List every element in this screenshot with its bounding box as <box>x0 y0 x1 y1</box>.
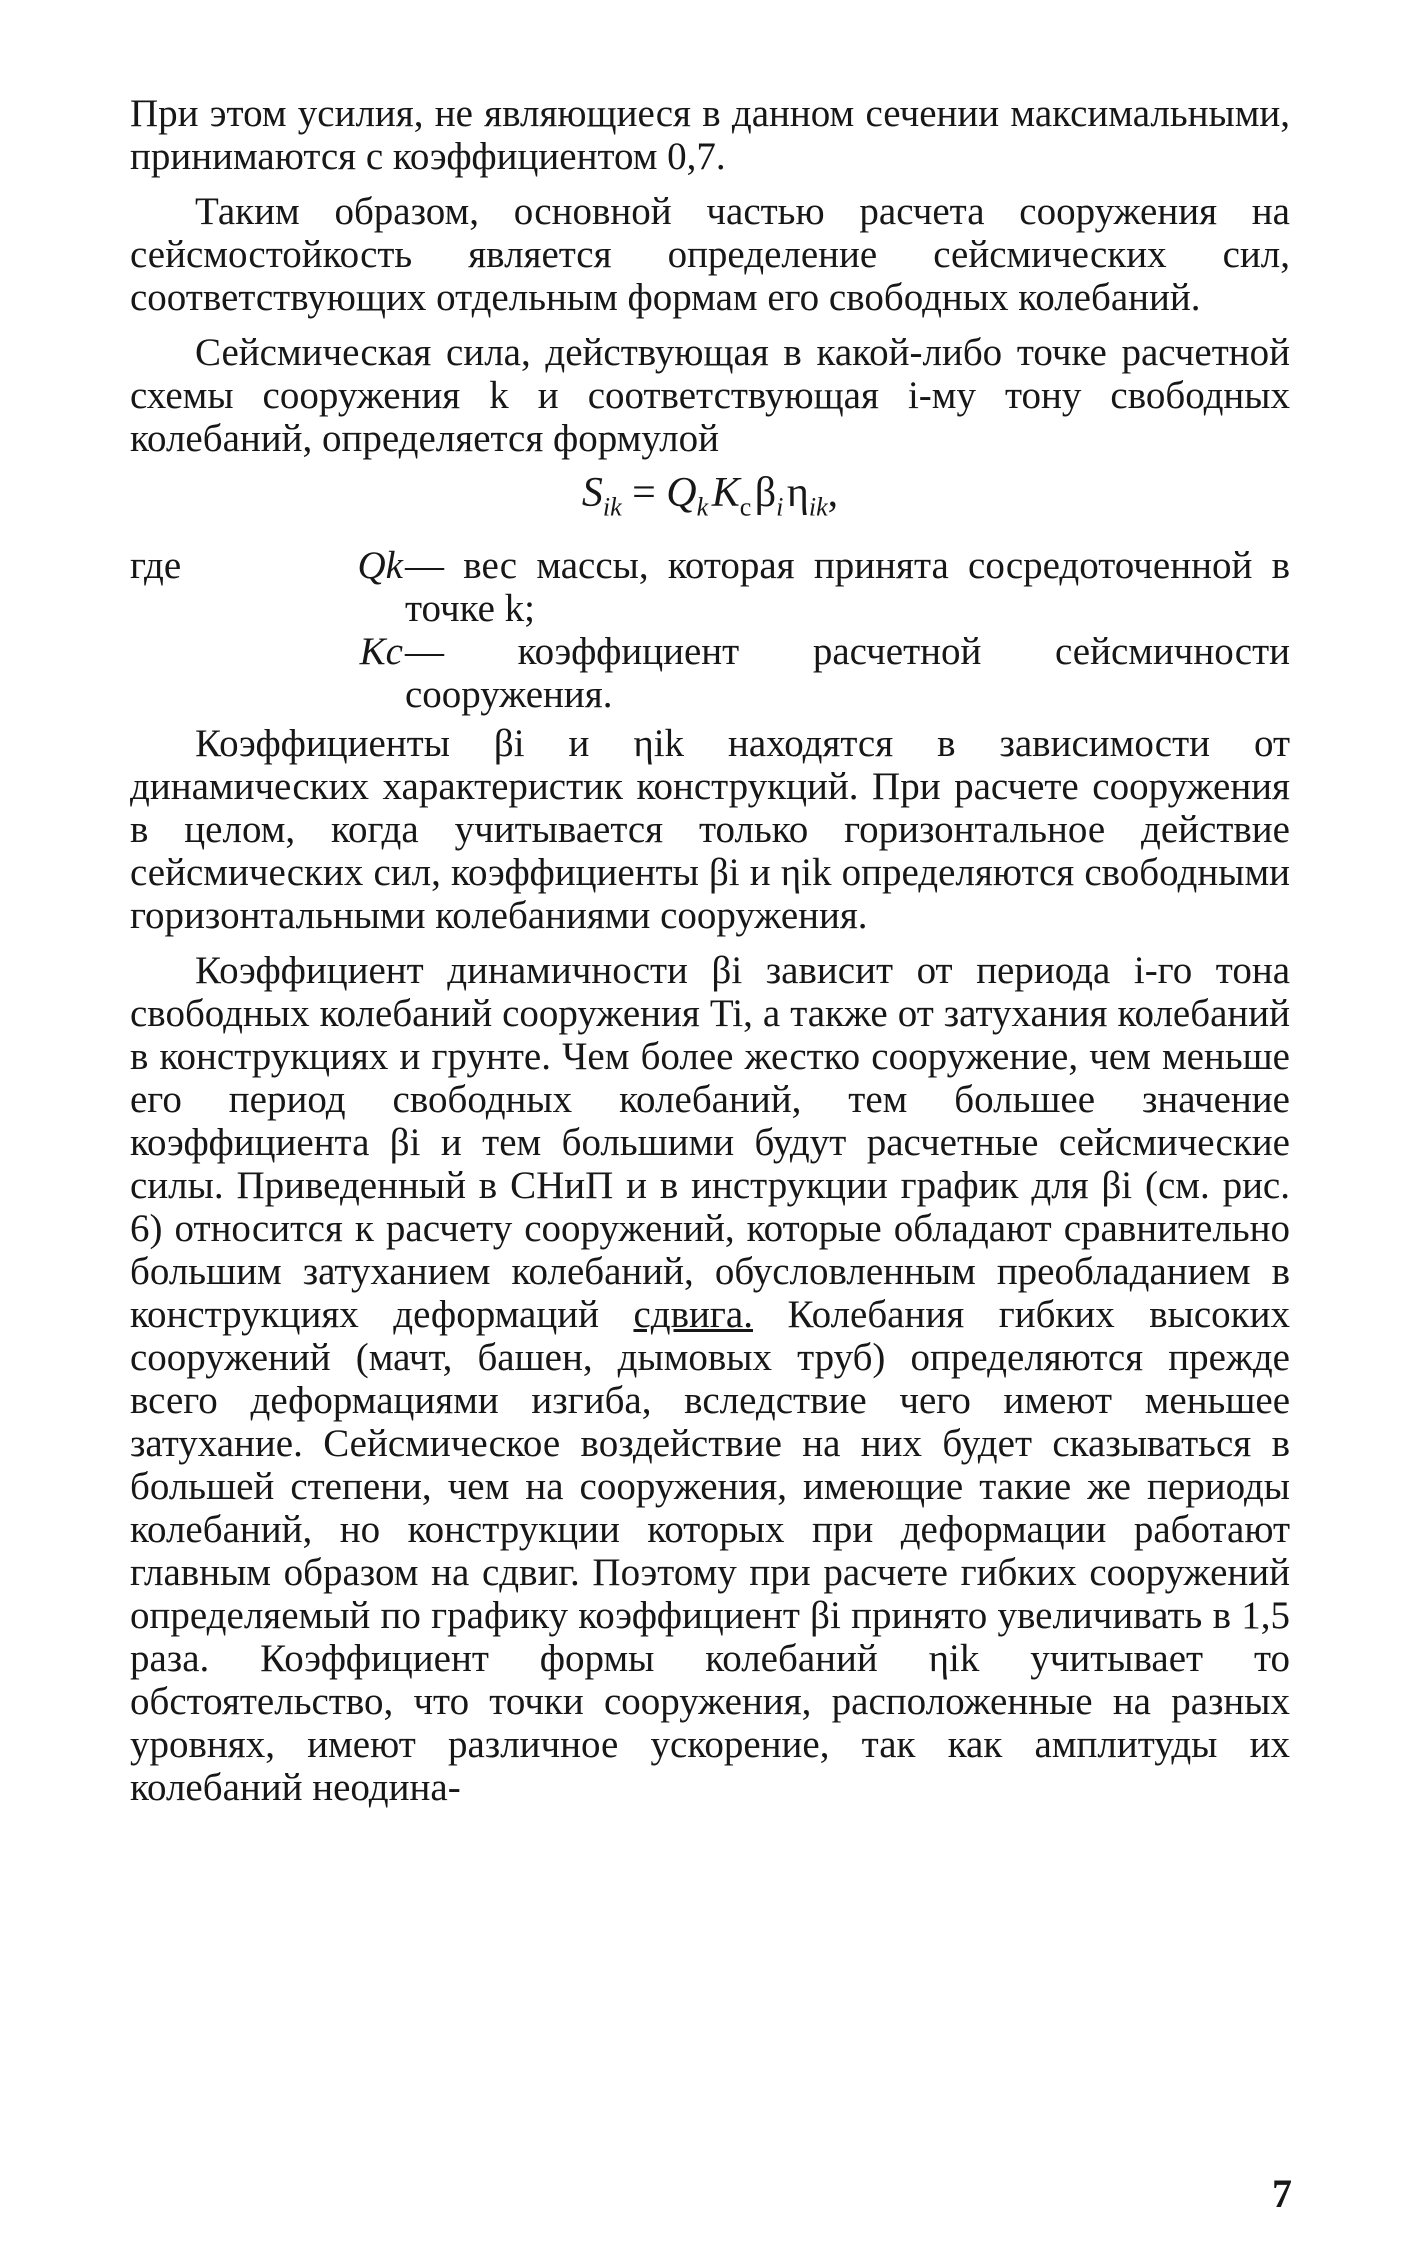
paragraph-5-part-a: Коэффициент динамичности βi зависит от периода i-го тона свободных колебаний сооружения Ti, а также от затухания колебаний в конструкциях и грунте. Чем более жестко сооружение, чем меньше его период свободных колебаний, тем большее значение коэффициента βi и тем большими будут расчетные сейсмические силы. Приведенный в СНиП и в инструкции график для βi (см. рис. 6) относится к расчету сооружений, которые обладают сравнительно большим затуханием колебаний, обусловленным преобладанием в конструкциях деформаций <box>130 949 1290 1337</box>
formula-Q-sub: k <box>696 492 709 522</box>
formula-comma: , <box>827 470 839 516</box>
formula-K-sub: c <box>739 492 752 522</box>
formula-S-sub: ik <box>602 492 622 522</box>
paragraph-5-part-b: Колебания гибких высоких сооружений (мачт, башен, дымовых труб) определяются прежде всего деформациями изгиба, вследствие чего имеют меньшее затухание. Сейсмическое воздействие на них будет сказываться в большей степени, чем на сооружения, имеющие такие же периоды колебаний, но конструкции которых при деформации работают главным образом на сдвиг. Поэтому при расчете гибких сооружений определяемый по графику коэффициент βi принято увеличивать в 1,5 раза. Коэффициент формы колебаний ηik учитывает то обстоятельство, что точки сооружения, расположенные на разных уровнях, имеют различное ускорение, так как амплитуды их колебаний неодина- <box>130 1293 1290 1810</box>
seismic-force-formula <box>130 472 1290 528</box>
formula-beta-sub: i <box>776 492 784 522</box>
paragraph-2: Таким образом, основной частью расчета сооружения на сейсмостойкость является определение сейсмических сил, соответствующих отдельным формам его свободных колебаний. <box>130 190 1290 319</box>
text-column <box>130 92 1290 1821</box>
underlined-word: сдвига. <box>633 1293 753 1337</box>
page-number: 7 <box>1272 2171 1292 2216</box>
paragraph-3: Сейсмическая сила, действующая в какой-либо точке расчетной схемы сооружения k и соответствующая i-му тону свободных колебаний, определяется формулой <box>130 331 1290 460</box>
formula-S: S <box>581 470 603 516</box>
formula-equals: = <box>621 470 667 516</box>
where-word: где <box>130 544 182 588</box>
where-symbol-k: Kc <box>359 630 403 674</box>
formula-beta: β <box>754 470 777 516</box>
formula-eta-sub: ik <box>808 492 828 522</box>
where-symbol-q: Qk <box>357 544 403 588</box>
paragraph-1: При этом усилия, не являющиеся в данном сечении максимальными, принимаются с коэффициентом 0,7. <box>130 92 1290 178</box>
formula-Q: Q <box>666 470 697 516</box>
formula-K: K <box>711 470 740 516</box>
where-definition-k: — коэффициент расчетной сейсмичности сооружения. <box>405 630 1290 717</box>
formula-eta: η <box>786 470 809 516</box>
where-definitions <box>130 544 1290 716</box>
paragraph-5 <box>130 949 1290 1809</box>
paragraph-4: Коэффициенты βi и ηik находятся в зависимости от динамических характеристик конструкций. При расчете сооружения в целом, когда учитывается только горизонтальное действие сейсмических сил, коэффициенты βi и ηik определяются свободными горизонтальными колебаниями сооружения. <box>130 722 1290 938</box>
where-definition-q: — вес массы, которая принята сосредоточенной в точке k; <box>405 544 1290 631</box>
